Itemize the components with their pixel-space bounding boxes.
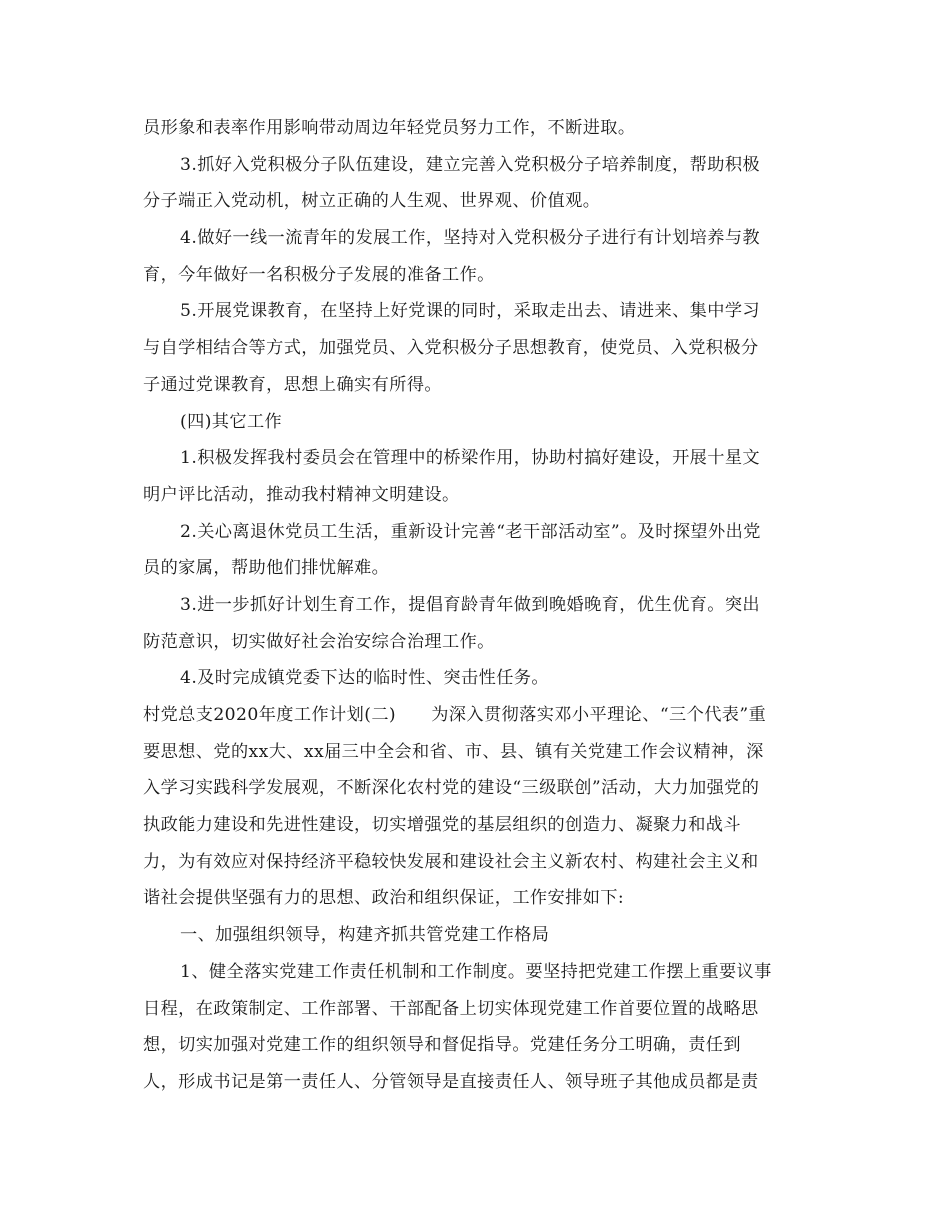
text-line: 力，为有效应对保持经济平稳较快发展和建设社会主义新农村、构建社会主义和 xyxy=(143,851,759,872)
text-line: 与自学相结合等方式，加强党员、入党积极分子思想教育，使党员、入党积极分 xyxy=(143,338,759,359)
text-line: 村党总支2020年度工作计划(二) 为深入贯彻落实邓小平理论、“三个代表”重 xyxy=(143,705,767,725)
text-line: 日程，在政策制定、工作部署、干部配备上切实体现党建工作首要位置的战略思 xyxy=(143,998,759,1019)
text-line: 5.开展党课教育，在坚持上好党课的同时，采取走出去、请进来、集中学习 xyxy=(180,301,761,322)
text-line: (四)其它工作 xyxy=(180,411,283,432)
text-line: 1.积极发挥我村委员会在管理中的桥梁作用，协助村搞好建设，开展十星文 xyxy=(180,448,761,469)
text-line: 3.进一步抓好计划生育工作，提倡育龄青年做到晚婚晚育，优生优育。突出 xyxy=(180,594,761,615)
document-body xyxy=(143,110,813,1101)
text-line: 分子端正入党动机，树立正确的人生观、世界观、价值观。 xyxy=(143,191,601,212)
text-line: 4.及时完成镇党委下达的临时性、突击性任务。 xyxy=(180,668,549,689)
text-line: 员形象和表率作用影响带动周边年轻党员努力工作，不断进取。 xyxy=(143,118,636,138)
text-line: 3.抓好入党积极分子队伍建设，建立完善入党积极分子培养制度，帮助积极 xyxy=(180,154,761,175)
text-line: 谐社会提供坚强有力的思想、政治和组织保证，工作安排如下: xyxy=(143,888,625,909)
text-line: 想，切实加强对党建工作的组织领导和督促指导。党建任务分工明确，责任到 xyxy=(143,1035,741,1056)
text-line: 2.关心离退休党员工生活，重新设计完善“老干部活动室”。及时探望外出党 xyxy=(180,521,761,542)
text-line: 4.做好一线一流青年的发展工作，坚持对入党积极分子进行有计划培养与教 xyxy=(180,228,761,249)
text-line: 育，今年做好一名积极分子发展的准备工作。 xyxy=(143,264,495,285)
text-line: 子通过党课教育，思想上确实有所得。 xyxy=(143,374,442,395)
text-line: 要思想、党的xx大、xx届三中全会和省、市、县、镇有关党建工作会议精神，深 xyxy=(143,741,764,762)
text-line: 一、加强组织领导，构建齐抓共管党建工作格局 xyxy=(180,925,550,946)
text-line: 入学习实践科学发展观，不断深化农村党的建设“三级联创”活动，大力加强党的 xyxy=(143,778,760,799)
text-line: 员的家属，帮助他们排忧解难。 xyxy=(143,558,390,579)
text-line: 人，形成书记是第一责任人、分管领导是直接责任人、领导班子其他成员都是责 xyxy=(143,1071,759,1092)
text-line: 明户评比活动，推动我村精神文明建设。 xyxy=(143,484,460,505)
text-line: 防范意识，切实做好社会治安综合治理工作。 xyxy=(143,631,495,652)
text-line: 1、健全落实党建工作责任机制和工作制度。要坚持把党建工作摆上重要议事 xyxy=(180,961,772,982)
text-line: 执政能力建设和先进性建设，切实增强党的基层组织的创造力、凝聚力和战斗 xyxy=(143,815,741,836)
